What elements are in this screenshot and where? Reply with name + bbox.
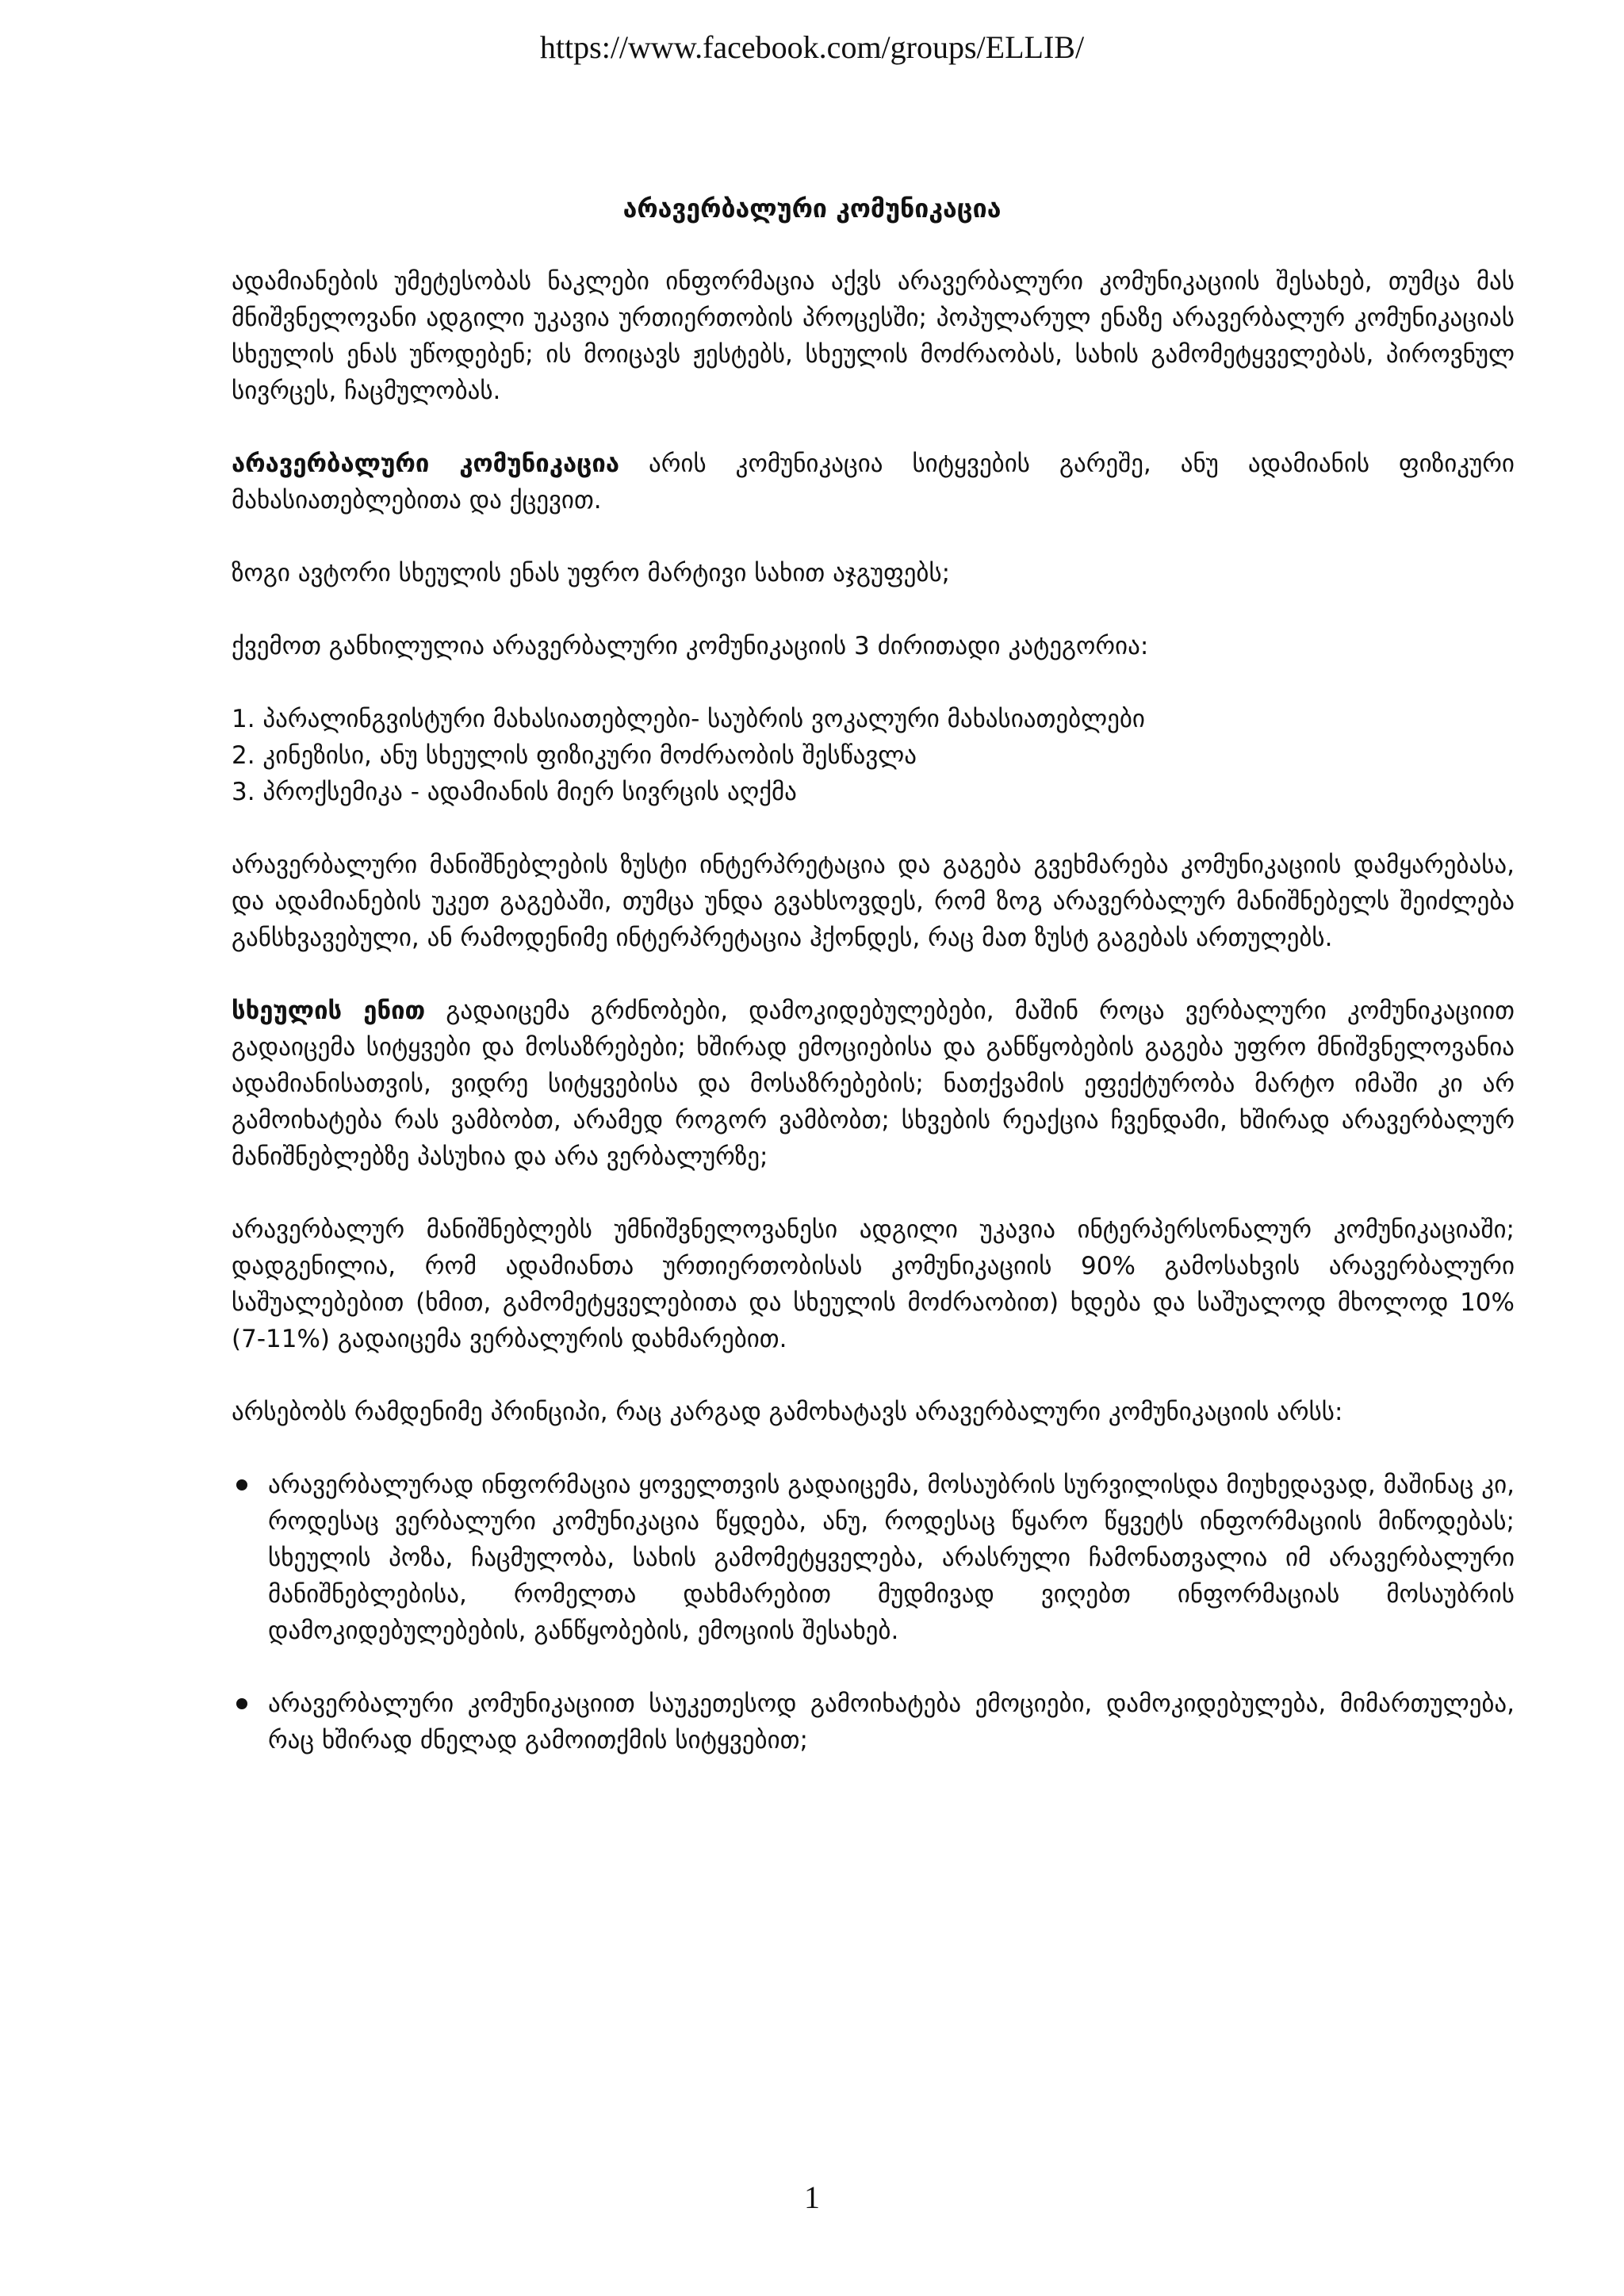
- principle-text: არავერბალური კომუნიკაციით საუკეთესოდ გამოიხატება ემოციები, დამოკიდებულება, მიმართულება, რაც ხშირად ძნელად გამოითქმის სიტყვებით;: [268, 1689, 1515, 1755]
- bullet-icon: [236, 1698, 247, 1709]
- paragraph-interpretation: არავერბალური მანიშნებლების ზუსტი ინტერპრეტაცია და გაგება გვეხმარება კომუნიკაციის დამყარებასა, და ადამიანების უკეთ გაგებაში, თუმცა უნდა გვახსოვდეს, რომ ზოგ არავერბალურ მანიშნებელს შეიძლება განსხვავებული, ან რამოდენიმე ინტერპრეტაცია ჰქონდეს, რაც მათ ზუსტ გაგებას ართულებს.: [232, 851, 1515, 952]
- body-language-text: გადაიცემა გრძნობები, დამოკიდებულებები, მაშინ როცა ვერბალური კომუნიკაციით გადაიცემა სიტყვები და მოსაზრებები; ხშირად ემოციებისა და განწყობების გაგება უფრო მნიშვნელოვანია ადამიანისათვის, ვიდრე სიტყვებისა და მოსაზრებების; ნათქვამის ეფექტურობა მარტო იმაში კი არ გამოიხატება რას ვამბობთ, არამედ როგორ ვამბობთ; სხვების რეაქცია ჩვენდამი, ხშირად არავერბალურ მანიშნებლებზე პასუხია და არა ვერბალურზე;: [232, 997, 1515, 1171]
- categories-list: [232, 701, 1515, 810]
- paragraph-categories-intro: ქვემოთ განხილულია არავერბალური კომუნიკაციის 3 ძირითადი კატეგორია:: [232, 632, 1149, 660]
- paragraph-principles-intro: არსებობს რამდენიმე პრინციპი, რაც კარგად გამოხატავს არავერბალური კომუნიკაციის არსს:: [232, 1398, 1343, 1426]
- page-title: არავერბალური კომუნიკაცია: [622, 193, 1002, 224]
- paragraph-intro: ადამიანების უმეტესობას ნაკლები ინფორმაცია აქვს არავერბალური კომუნიკაციის შესახებ, თუმცა მას მნიშვნელოვანი ადგილი უკავია ურთიერთობის პროცესში; პოპულარულ ენაზე არავერბალურ კომუნიკაციას სხეულის ენას უწოდებენ; ის მოიცავს ჟესტებს, სხეულის მოძრაობას, სახის გამომეტყველებას, პიროვნულ სივრცეს, ჩაცმულობას.: [232, 267, 1515, 405]
- principle-item: [232, 1686, 1515, 1758]
- bullet-icon: [236, 1479, 247, 1490]
- paragraph-statistics: არავერბალურ მანიშნებლებს უმნიშვნელოვანესი ადგილი უკავია ინტერპერსონალურ კომუნიკაციაში; დადგენილია, რომ ადამიანთა ურთიერთობისას კომუნიკაციის 90% გამოსახვის არავერბალური საშუალებებით (ხმით, გამომეტყველებითა და სხეულის მოძრაობით) ხდება და საშუალოდ მხოლოდ 10% (7-11%) გადაიცემა ვერბალურის დახმარებით.: [232, 1215, 1515, 1353]
- paragraph-definition: [232, 446, 1515, 519]
- header-url: https://www.facebook.com/groups/ELLIB/: [539, 29, 1085, 65]
- definition-term: არავერბალური კომუნიკაცია: [232, 450, 620, 478]
- principle-text: არავერბალურად ინფორმაცია ყოველთვის გადაიცემა, მოსაუბრის სურვილისდა მიუხედავად, მაშინაც კი, როდესაც ვერბალური კომუნიკაცია წყდება, ანუ, როდესაც წყარო წყვეტს ინფორმაციის მიწოდებას; სხეულის პოზა, ჩაცმულობა, სახის გამომეტყველება, არასრული ჩამონათვალია იმ არავერბალური მანიშნებლებისა, რომელთა დახმარებით მუდმივად ვიღებთ ინფორმაციას მოსაუბრის დამოკიდებულებების, განწყობების, ემოციის შესახებ.: [268, 1471, 1515, 1645]
- category-item: 1. პარალინგვისტური მახასიათებლები- საუბრის ვოკალური მახასიათებლები: [232, 705, 1145, 733]
- principle-item: [232, 1467, 1515, 1649]
- page-number: 1: [804, 2179, 820, 2215]
- principles-list: [232, 1467, 1515, 1758]
- paragraph-body-language: [232, 993, 1515, 1175]
- definition-text: არის კომუნიკაცია სიტყვების გარეშე, ანუ ადამიანის ფიზიკური მახასიათებლებითა და ქცევით.: [232, 450, 1515, 515]
- category-item: 2. კინეზისი, ანუ სხეულის ფიზიკური მოძრაობის შესწავლა: [232, 741, 917, 770]
- paragraph-authors: ზოგი ავტორი სხეულის ენას უფრო მარტივი სახით აჯგუფებს;: [232, 559, 951, 587]
- document-body: [232, 263, 1515, 1795]
- category-item: 3. პროქსემიკა - ადამიანის მიერ სივრცის აღქმა: [232, 778, 797, 806]
- body-language-term: სხეულის ენით: [232, 997, 426, 1025]
